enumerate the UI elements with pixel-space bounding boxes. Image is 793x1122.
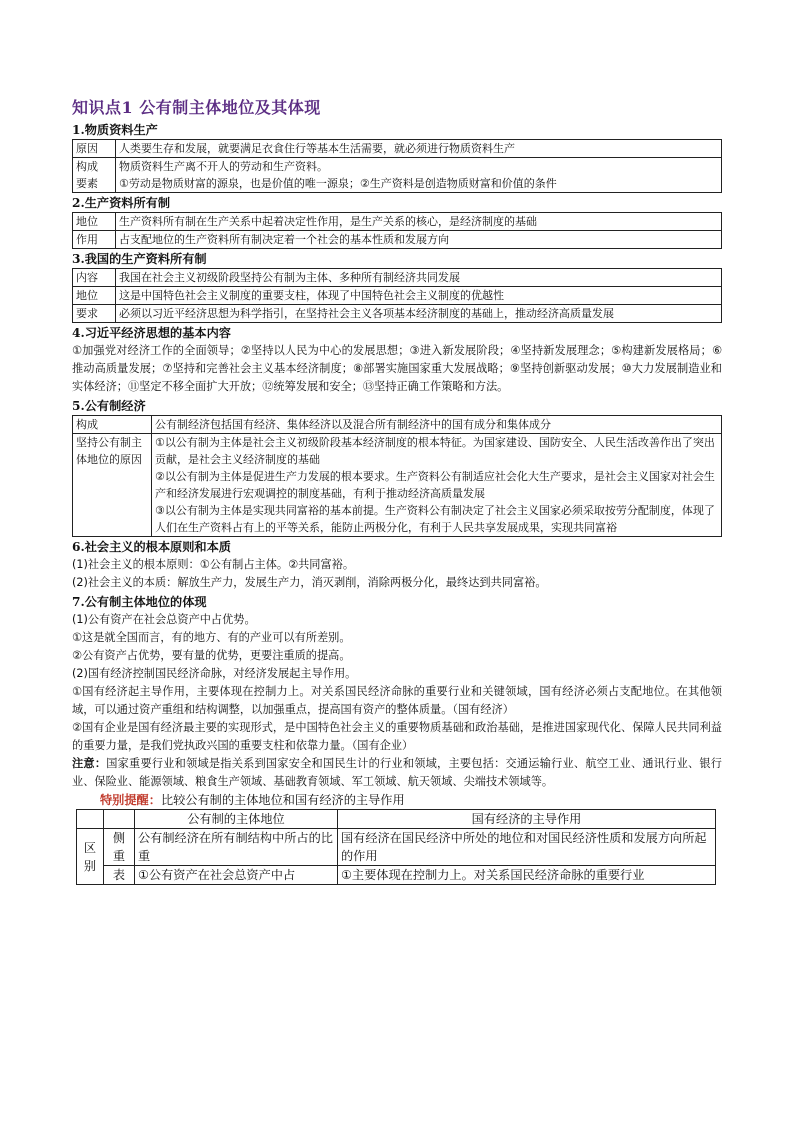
special-tip	[72, 791, 722, 809]
china-ownership-table	[72, 268, 722, 323]
comparison-table	[76, 809, 716, 885]
paragraph: ①加强党对经济工作的全面领导；②坚持以人民为中心的发展思想；③进入新发展阶段；④坚持新发展理念；⑤构建新发展格局；⑥推动高质量发展；⑦坚持和完善社会主义基本经济制度；⑧部署实施国家重大发展战略；⑨坚持创新驱动发展；⑩大力发展制造业和实体经济；⑪坚定不移全面扩大开放；⑫统筹发展和安全；⑬坚持正确工作策略和方法。	[72, 344, 722, 393]
table-value: 这是中国特色社会主义制度的重要支柱，体现了中国特色社会主义制度的优越性	[116, 287, 722, 305]
table-key: 要求	[73, 305, 116, 323]
paragraph: ①这是就全国而言，有的地方、有的产业可以有所差别。	[72, 631, 351, 644]
paragraph: (2)国有经济控制国民经济命脉，对经济发展起主导作用。	[72, 667, 357, 680]
paragraph: (1)公有资产在社会总资产中占优势。	[72, 613, 256, 626]
table-cell: 公有制经济在所有制结构中所占的比重	[135, 829, 338, 866]
paragraph: ②国有企业是国有经济最主要的实现形式，是中国特色社会主义的重要物质基础和政治基础，是推进国家现代化、保障人民共同利益的重要力量，是我们党执政兴国的重要支柱和依靠力量。（国有企业）	[72, 721, 722, 752]
paragraph: (2)社会主义的本质：解放生产力，发展生产力，消灭剥削，消除两极分化，最终达到共同富裕。	[72, 576, 547, 589]
reason-item: ②以公有制为主体是促进生产力发展的根本要求。生产资料公有制适应社会化大生产要求，是社会主义国家对社会生产和经济发展进行宏观调控的制度基础，有利于推动经济高质量发展	[155, 470, 715, 500]
table-key: 坚持公有制主体地位的原因	[73, 434, 152, 537]
reason-item: ①以公有制为主体是社会主义初级阶段基本经济制度的根本特征。为国家建设、国防安全、人民生活改善作出了突出贡献，是社会主义经济制度的基础	[155, 436, 715, 466]
table-key: 构成 要素	[73, 158, 116, 193]
ownership-table	[72, 212, 722, 249]
material-production-table	[72, 139, 722, 193]
table-key: 原因	[73, 140, 116, 158]
section-heading-5: 5.公有制经济	[72, 399, 146, 413]
page-title: 知识点1 公有制主体地位及其体现	[72, 98, 321, 117]
table-value: 必须以习近平经济思想为科学指引，在坚持社会主义各项基本经济制度的基础上，推动经济高质量发展	[116, 305, 722, 323]
paragraph: ②公有资产占优势，要有量的优势，更要注重质的提高。	[72, 649, 351, 662]
tip-label: 特别提醒：	[100, 793, 161, 807]
table-key: 内容	[73, 269, 116, 287]
paragraph: ①国有经济起主导作用，主要体现在控制力上。对关系国民经济命脉的重要行业和关键领域，国有经济必须占支配地位。在其他领域，可以通过资产重组和结构调整，以加强重点，提高国有资产的整体质量。（国有经济）	[72, 685, 722, 716]
row-label: 区别	[77, 829, 104, 885]
note-paragraph	[72, 755, 722, 791]
note-label: 注意：	[72, 757, 107, 770]
section-heading-4: 4.习近平经济思想的基本内容	[72, 326, 231, 340]
column-header: 国有经济的主导作用	[338, 810, 716, 829]
sub-label: 侧重	[104, 829, 135, 866]
table-key: 作用	[73, 231, 116, 249]
section-heading-6: 6.社会主义的根本原则和本质	[72, 540, 231, 554]
note-body: 国家重要行业和领域是指关系到国家安全和国民生计的行业和领域，主要包括：交通运输行业、航空工业、通讯行业、银行业、保险业、能源领域、粮食生产领域、基础教育领域、军工领域、航天领域、尖端技术领域等。	[72, 757, 722, 788]
table-value: 物质资料生产离不开人的劳动和生产资料。 ①劳动是物质财富的源泉，也是价值的唯一源泉；②生产资料是创造物质财富和价值的条件	[116, 158, 722, 193]
tip-text: 比较公有制的主体地位和国有经济的主导作用	[160, 793, 405, 807]
table-key: 地位	[73, 213, 116, 231]
paragraph: (1)社会主义的根本原则：①公有制占主体。②共同富裕。	[72, 558, 355, 571]
sub-label: 表	[104, 866, 135, 885]
table-key: 构成	[73, 416, 152, 434]
table-value: 生产资料所有制在生产关系中起着决定性作用，是生产关系的核心，是经济制度的基础	[116, 213, 722, 231]
reason-item: ③以公有制为主体是实现共同富裕的基本前提。生产资料公有制决定了社会主义国家必须采取按劳分配制度，体现了人们在生产资料占有上的平等关系，能防止两极分化，有利于人民共享发展成果，实现共同富裕	[155, 504, 715, 534]
table-cell: ①主要体现在控制力上。对关系国民经济命脉的重要行业	[338, 866, 716, 885]
section-heading-2: 2.生产资料所有制	[72, 196, 171, 210]
section-heading-1: 1.物质资料生产	[72, 123, 158, 137]
column-header: 公有制的主体地位	[135, 810, 338, 829]
table-value: 占支配地位的生产资料所有制决定着一个社会的基本性质和发展方向	[116, 231, 722, 249]
section-heading-3: 3.我国的生产资料所有制	[72, 252, 207, 266]
table-cell: 国有经济在国民经济中所处的地位和对国民经济性质和发展方向所起的作用	[338, 829, 716, 866]
table-value	[152, 434, 722, 537]
public-economy-table	[72, 415, 722, 537]
table-value: 公有制经济包括国有经济、集体经济以及混合所有制经济中的国有成分和集体成分	[152, 416, 722, 434]
table-value: 人类要生存和发展，就要满足衣食住行等基本生活需要，就必须进行物质资料生产	[116, 140, 722, 158]
document-page	[72, 96, 722, 885]
table-value: 我国在社会主义初级阶段坚持公有制为主体、多种所有制经济共同发展	[116, 269, 722, 287]
table-key: 地位	[73, 287, 116, 305]
section-heading-7: 7.公有制主体地位的体现	[72, 595, 207, 609]
table-cell: ①公有资产在社会总资产中占	[135, 866, 338, 885]
